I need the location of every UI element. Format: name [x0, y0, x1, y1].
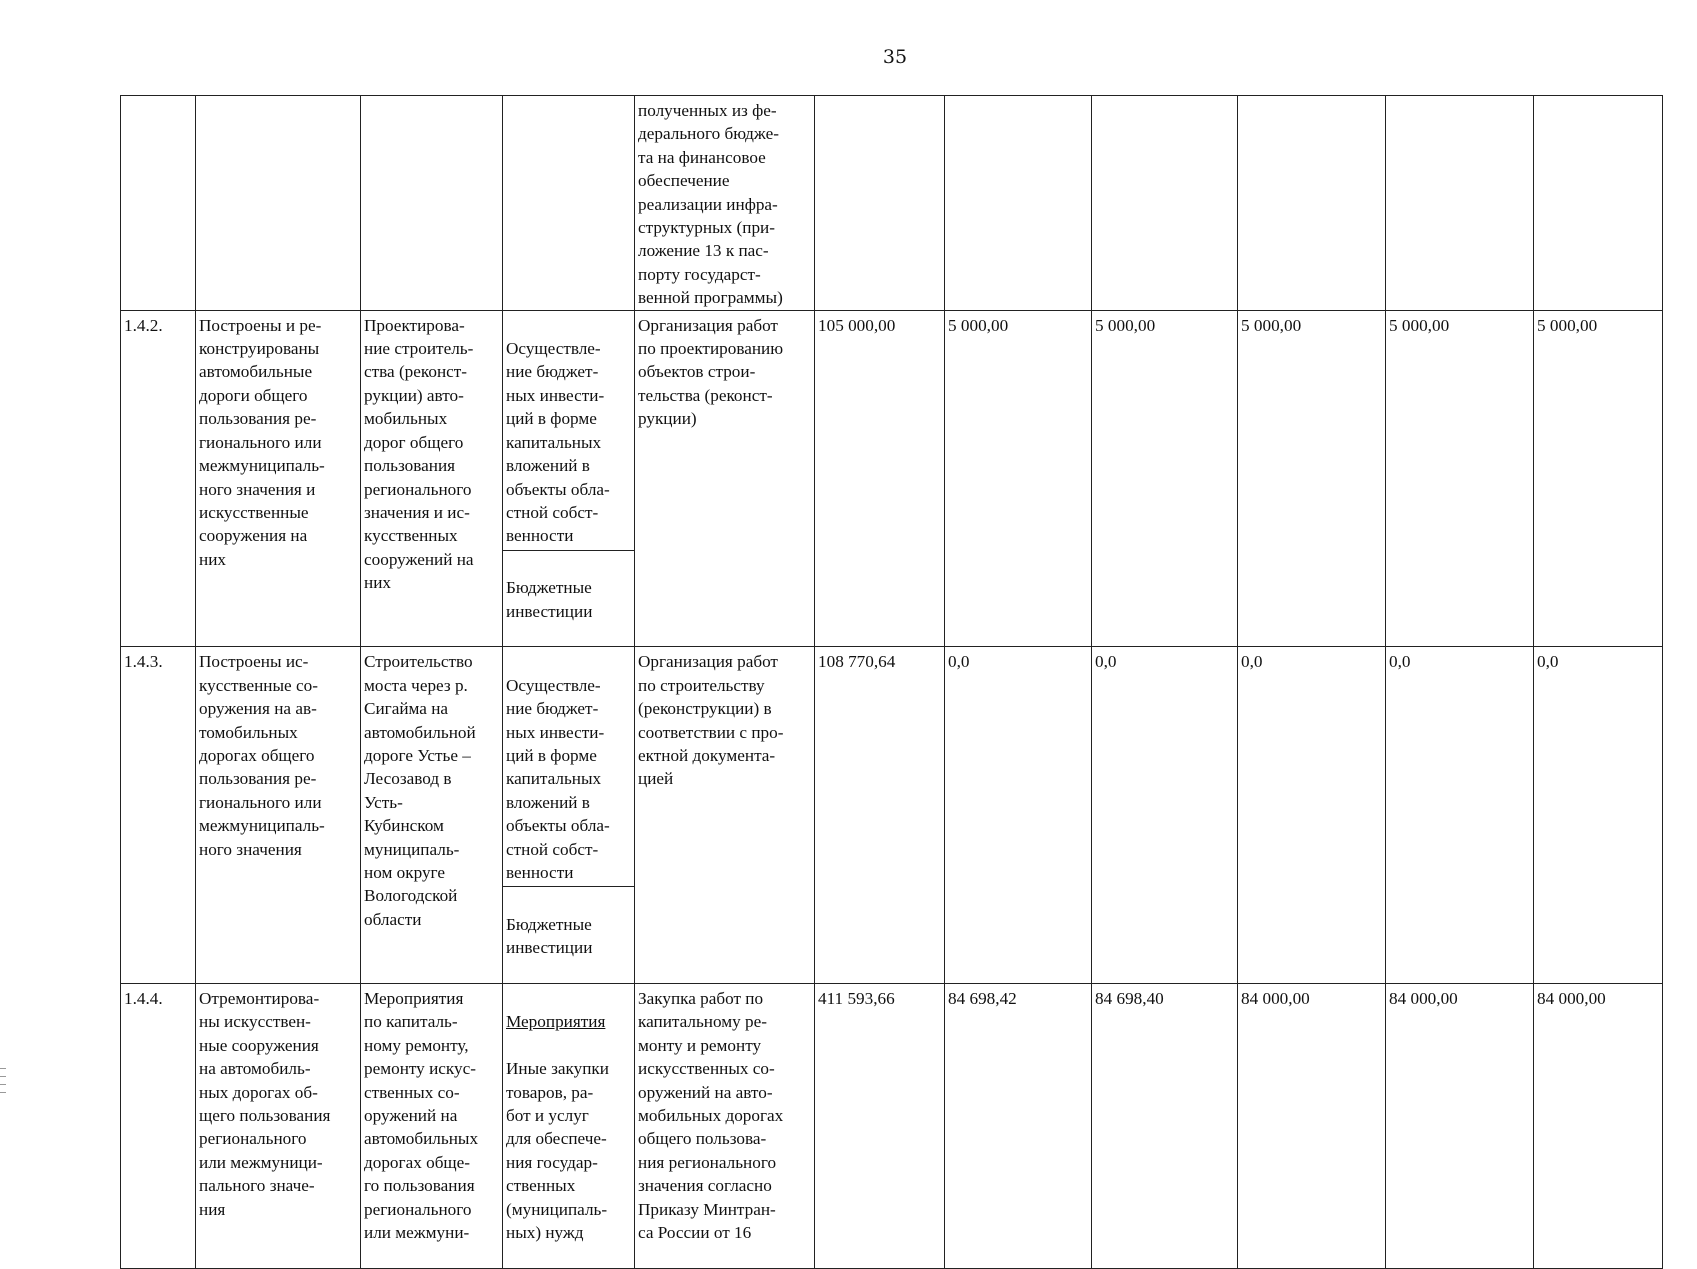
row-value-year: 84 000,00	[1386, 984, 1534, 1269]
cell-result	[196, 96, 361, 311]
row-event: Мероприятия по капиталь- ному ремонту, ремонту искус- ственных со- оружений на автомобильных дорогах обще- го пользования регионального или межмуни-	[361, 984, 503, 1269]
row-indicator: Закупка работ по капитальному ре- монту и ремонту искусственных со- оружений на авто- мобильных дорогах общего пользова- ния регионального значения согласно Приказу Минтран- са России от 16	[635, 984, 815, 1269]
row-event: Строительство моста через р. Сигайма на автомобильной дороге Устье – Лесозавод в Усть- Кубинском муниципаль- ном округе Вологодской области	[361, 647, 503, 984]
row-value-year: 84 698,40	[1092, 984, 1238, 1269]
row-type-secondary: Иные закупки товаров, ра- бот и услуг для обеспече- ния государ- ственных (муниципаль- ных) нужд	[506, 1059, 609, 1243]
row-value-year: 5 000,00	[1386, 310, 1534, 647]
row-value-year: 84 000,00	[1534, 984, 1663, 1269]
row-value-total: 105 000,00	[815, 310, 945, 647]
page-number: 35	[882, 46, 908, 68]
row-value-year: 5 000,00	[1092, 310, 1238, 647]
table-row	[121, 984, 1663, 1269]
row-value-total: 108 770,64	[815, 647, 945, 984]
row-value-year: 5 000,00	[1238, 310, 1386, 647]
row-value-year: 84 000,00	[1238, 984, 1386, 1269]
cell-value	[945, 96, 1092, 311]
cell-indicator: полученных из фе- дерального бюдже- та на финансовое обеспечение реализации инфра- структурных (при- ложение 13 к пас- порту государст- венной программы)	[635, 96, 815, 311]
cell-value	[1238, 96, 1386, 311]
row-type-primary: Осуществле- ние бюджет- ных инвести- ций в форме капитальных вложений в объекты обла- стной собст- венности	[503, 334, 634, 551]
cell-value	[1534, 96, 1663, 311]
row-value-year: 0,0	[1092, 647, 1238, 984]
row-indicator: Организация работ по проектированию объектов строи- тельства (реконст- рукции)	[635, 310, 815, 647]
row-value-year: 5 000,00	[1534, 310, 1663, 647]
program-table	[120, 95, 1663, 1269]
row-type	[503, 984, 635, 1269]
table-row	[121, 647, 1663, 984]
scan-mark	[0, 1084, 6, 1085]
row-event: Проектирова- ние строитель- ства (реконст- рукции) авто- мобильных дорог общего пользования регионального значения и ис- кусственных сооружений на них	[361, 310, 503, 647]
row-result: Построены ис- кусственные со- оружения на ав- томобильных дорогах общего пользования ре- гионального или межмуниципаль- ного значения	[196, 647, 361, 984]
row-value-year: 0,0	[945, 647, 1092, 984]
row-value-year: 0,0	[1386, 647, 1534, 984]
row-type	[503, 310, 635, 647]
scan-mark	[0, 1076, 6, 1077]
table-row	[121, 310, 1663, 647]
row-type-secondary: Бюджетные инвестиции	[506, 578, 593, 621]
row-type	[503, 647, 635, 984]
row-result: Отремонтирова- ны искусствен- ные сооружения на автомобиль- ных дорогах об- щего пользования регионального или межмуници- пального значе- ния	[196, 984, 361, 1269]
cell-type	[503, 96, 635, 311]
row-number: 1.4.4.	[121, 984, 196, 1269]
table-row-continuation	[121, 96, 1663, 311]
row-type-secondary: Бюджетные инвестиции	[506, 914, 593, 958]
row-value-total: 411 593,66	[815, 984, 945, 1269]
row-result: Построены и ре- конструированы автомобильные дороги общего пользования ре- гионального или межмуниципаль- ного значения и искусственные сооружения на них	[196, 310, 361, 647]
cell-event	[361, 96, 503, 311]
cell-value	[1386, 96, 1534, 311]
row-indicator: Организация работ по строительству (реконструкции) в соответствии с про- ектной документа- цией	[635, 647, 815, 984]
row-value-year: 0,0	[1534, 647, 1663, 984]
row-number: 1.4.3.	[121, 647, 196, 984]
cell-value	[1092, 96, 1238, 311]
cell-num	[121, 96, 196, 311]
row-value-year: 0,0	[1238, 647, 1386, 984]
row-number: 1.4.2.	[121, 310, 196, 647]
row-type-primary: Мероприятия	[506, 1012, 606, 1032]
row-type-primary: Осуществле- ние бюджет- ных инвести- ций в форме капитальных вложений в объекты обла- стной собст- венности	[503, 671, 634, 888]
cell-value	[815, 96, 945, 311]
row-value-year: 5 000,00	[945, 310, 1092, 647]
row-value-year: 84 698,42	[945, 984, 1092, 1269]
scan-mark	[0, 1092, 6, 1093]
scan-mark	[0, 1068, 6, 1069]
